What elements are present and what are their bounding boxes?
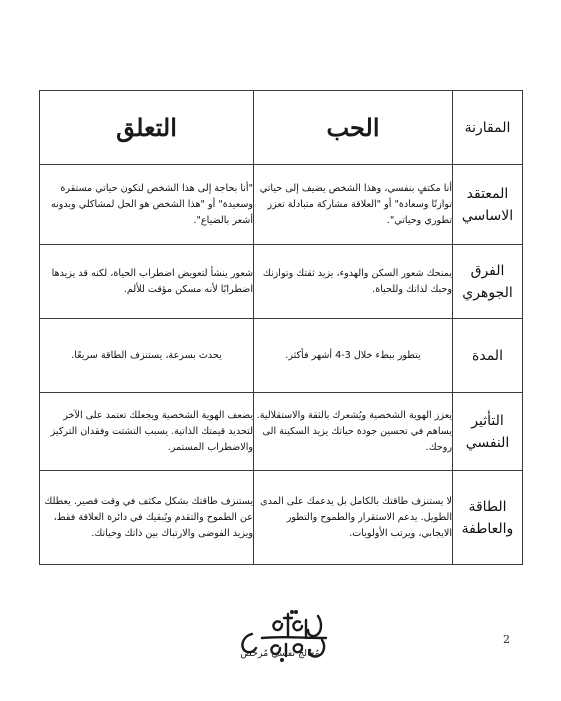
header-comparison: المقارنة (453, 91, 523, 165)
table-row (40, 165, 523, 245)
header-attachment: التعلق (40, 91, 254, 165)
row-label: المدة (453, 319, 523, 393)
tagline: مُعالج نفسي مُرخص (240, 648, 320, 659)
love-cell: أنا مكتفٍ بنفسي، وهذا الشخص يضيف إلى حياتي توازنًا وسعادة" أو "العلاقة مشاركة متبادلة تعزز تطوري وحياتي". (254, 165, 453, 245)
table-row (40, 471, 523, 565)
attachment-cell: يحدث بسرعة، يستنزف الطاقة سريعًا. (40, 319, 254, 393)
love-cell: لا يستنزف طاقتك بالكامل بل يدعمك على المدى الطويل. يدعم الاستقرار والطموح والتطور الايجابي، ويرتب الأولويات. (254, 471, 453, 565)
table-row (40, 393, 523, 471)
love-cell: يعزز الهوية الشخصية ويُشعرك بالثقة والاستقلالية. يساهم في تحسين جودة حياتك يزيد السكينة الى روحك. (254, 393, 453, 471)
row-label: المعتقد الاساسي (453, 165, 523, 245)
table-header-row (40, 91, 523, 165)
page-number: 2 (503, 633, 510, 646)
attachment-cell: يضعف الهوية الشخصية ويجعلك تعتمد على الآخر لتحديد قيمتك الذاتية. يسبب التشتت وفقدان التركيز والاضطراب المستمر. (40, 393, 254, 471)
attachment-cell: يستنزف طاقتك بشكل مكثف في وقت قصير. يعطلك عن الطموح والتقدم ويُبقيك في دائرة العلاقة فقط، ويزيد الفوضى والارتباك بين ذاتك وحياتك. (40, 471, 254, 565)
attachment-cell: شعور ينشأ لتعويض اضطراب الحياة، لكنه قد يزيدها اضطرابًا لأنه مسكن مؤقت للألم. (40, 245, 254, 319)
row-label: الفرق الجوهري (453, 245, 523, 319)
comparison-table (39, 90, 523, 565)
row-label: التأثير النفسي (453, 393, 523, 471)
table-row (40, 245, 523, 319)
table-row (40, 319, 523, 393)
row-label: الطاقة والعاطفة (453, 471, 523, 565)
love-cell: يمنحك شعور السكن والهدوء، يزيد ثقتك وتوازنك وحبك لذاتك وللحياة. (254, 245, 453, 319)
attachment-cell: "أنا بحاجة إلى هذا الشخص لتكون حياتي مستقرة وسعيدة" أو "هذا الشخص هو الحل لمشاكلي وبدونه أشعر بالضياع". (40, 165, 254, 245)
love-cell: يتطور ببطء خلال 3-4 أشهر فأكثر. (254, 319, 453, 393)
header-love: الحب (254, 91, 453, 165)
